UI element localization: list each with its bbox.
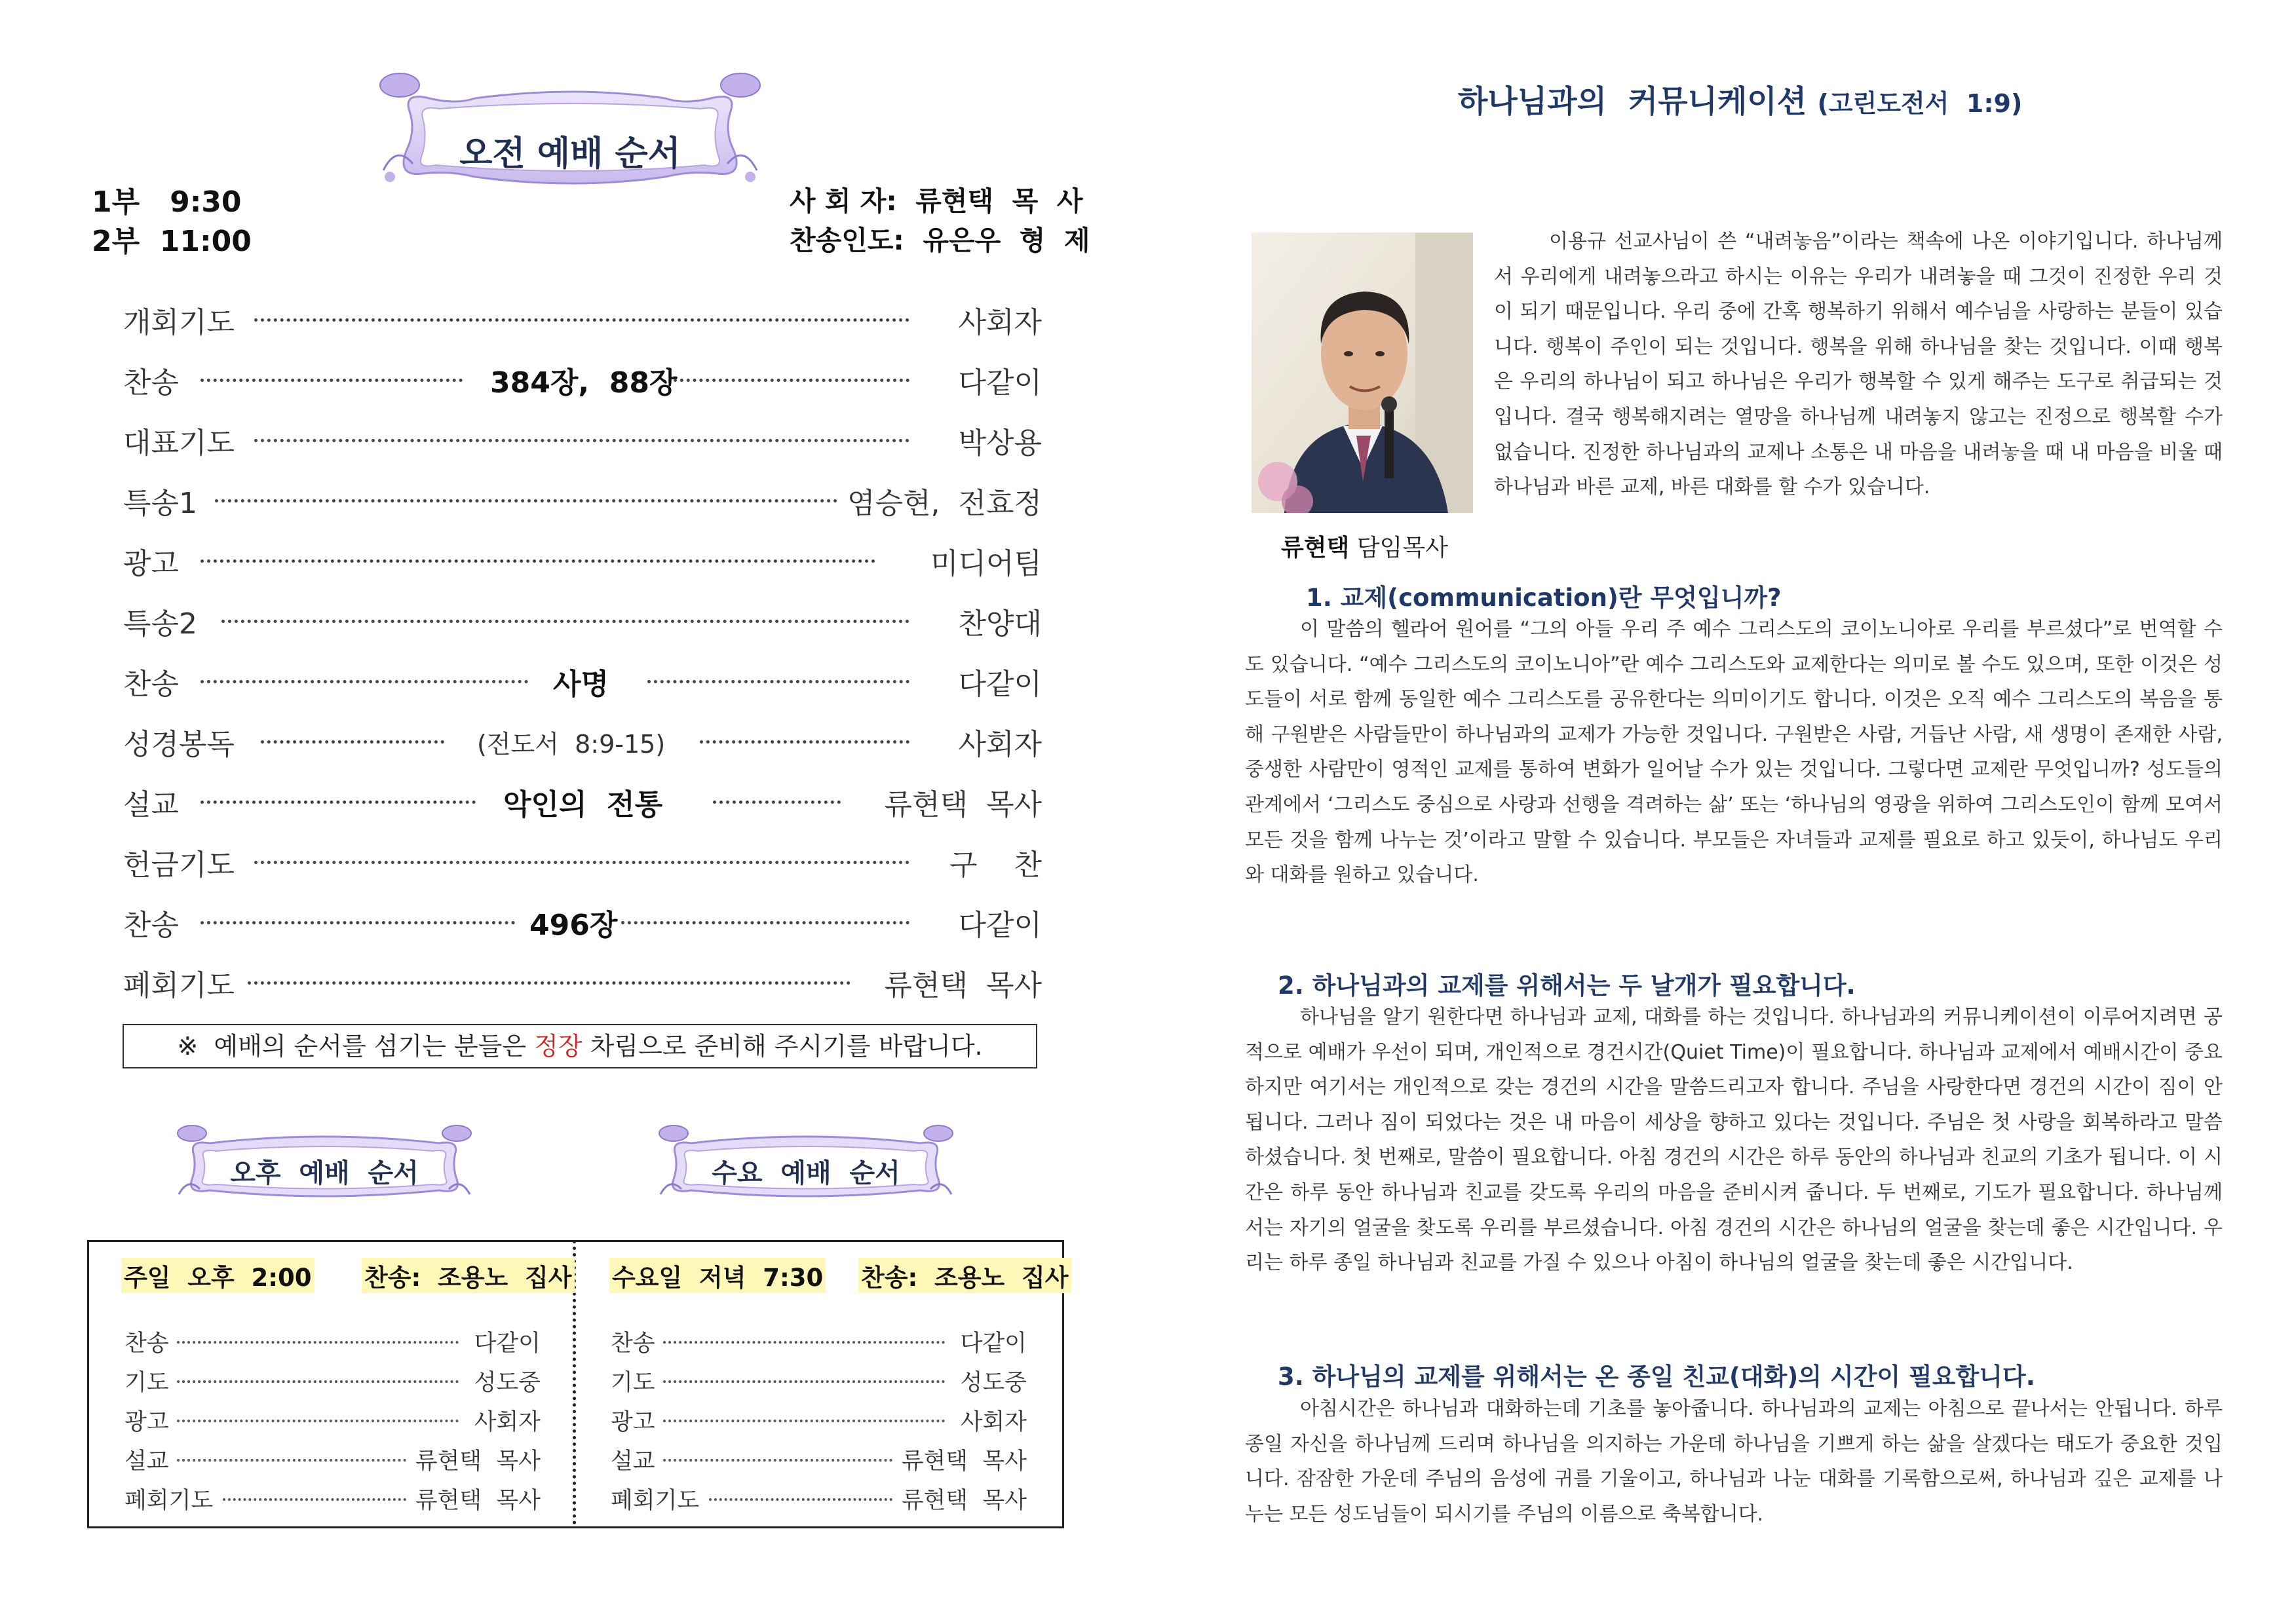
order-item: 대표기도 [123,426,235,460]
second-service-time: 2부 11:00 [92,225,252,258]
afternoon-order-row [124,1325,541,1358]
article-title-text: 하나님과의 커뮤니케이션 [1458,84,1807,120]
pastor-title: 담임목사 [1356,535,1448,561]
wednesday-order-row [611,1365,1027,1397]
order-leader: 찬양대 [958,607,1042,641]
hymn-numbers: 384장, 88장 [490,366,678,400]
intro-paragraph: 이용규 선교사님이 쓴 “내려놓음”이라는 책속에 나온 이야기입니다. 하나님께서 우리에게 내려놓으라고 하시는 이유는 우리가 내려놓을 때 그것이 진정한 우리 것이 되기 때문입니다. 우리 중에 간혹 행복하기 위해서 예수님을 사랑하는 분들이 있습니다. 행복이 주인이 되는 것입니다. 행복을 위해 하나님을 찾는 것입니다. 이때 행복은 우리의 하나님이 되고 하나님은 우리가 행복할 수 있게 해주는 도구로 취급되는 것입니다. 결국 행복해지려는 열망을 하나님께 내려놓지 않고는 진정으로 행복할 수가 없습니다. 진정한 하나님과의 교제나 소통은 내 마음을 내려놓을 때 내 마음을 비울 때 하나님과 바른 교제, 바른 대화를 할 수가 있습니다. [1494,230,2223,499]
order-row [123,962,1042,1008]
order-leader: 사회자 [960,1409,1027,1435]
leader-dots [177,1380,459,1383]
notice-text-end: 차림으로 준비해 주시기를 바랍니다. [582,1032,983,1061]
leader-dots [663,1420,945,1422]
order-row [123,540,1042,586]
order-leader: 성도중 [474,1370,541,1396]
leader-dots [215,499,837,502]
leader-dots [621,921,909,924]
pastor-photo [1252,233,1473,513]
afternoon-leader: 찬송: 조용노 집사 [362,1258,575,1293]
section-3-heading: 3. 하나님의 교제를 위해서는 온 종일 친교(대화)의 시간이 필요합니다. [1278,1363,2035,1391]
order-leader: 다같이 [958,909,1042,942]
order-row [123,781,1042,827]
presider-role: 사 회 자: 류현택 목 사 [790,185,1083,217]
wednesday-title-banner [655,1117,957,1209]
order-item: 찬송 [124,1331,169,1357]
notice-text: ※ 예배의 순서를 섬기는 분들은 [177,1032,535,1061]
wednesday-order-row [611,1443,1027,1476]
order-leader: 염승현, 전효정 [847,487,1042,520]
order-row [123,419,1042,465]
order-row [123,600,1042,646]
order-item: 기도 [611,1370,655,1396]
order-leader: 류현택 목사 [884,969,1042,1002]
order-item: 찬송 [123,909,180,942]
wednesday-leader: 찬송: 조용노 집사 [858,1258,1071,1293]
order-item: 특송1 [123,487,198,520]
leader-dots [221,620,909,623]
notice-highlight: 정장 [534,1032,583,1061]
leader-dots [261,740,444,744]
leader-dots [254,861,909,864]
pastor-caption [1281,529,1448,563]
order-row [123,660,1042,706]
leader-dots [177,1341,459,1344]
afternoon-order-row [124,1404,541,1437]
afternoon-title-banner [174,1117,475,1209]
song-leader-role: 찬송인도: 유은우 형 제 [790,225,1090,256]
dress-code-notice [123,1024,1037,1068]
order-item: 설교 [123,788,180,821]
leader-dots [674,379,909,382]
afternoon-order-row [124,1443,541,1476]
leader-dots [663,1459,892,1462]
leader-dots [647,680,909,683]
order-item: 기도 [124,1370,169,1396]
order-leader: 다같이 [960,1331,1027,1357]
order-leader: 미디어팀 [930,547,1042,580]
leader-dots [201,921,515,924]
order-leader: 사회자 [958,728,1042,761]
leader-dots [254,439,909,442]
order-row [123,359,1042,405]
leader-dots [223,1498,406,1501]
leader-dots [663,1341,945,1344]
order-leader: 사회자 [474,1409,541,1435]
order-leader: 성도중 [960,1370,1027,1396]
wednesday-order-row [611,1325,1027,1358]
morning-title: 오전 예배 순서 [459,134,681,174]
order-item: 헌금기도 [123,848,235,882]
morning-title-banner [377,66,763,206]
order-row [123,841,1042,887]
order-leader: 류현택 목사 [884,788,1042,821]
leader-dots [663,1380,945,1383]
order-item: 찬송 [611,1331,655,1357]
order-row [123,299,1042,345]
order-leader: 류현택 목사 [901,1448,1027,1475]
leader-dots [254,318,909,322]
leader-dots [700,740,909,744]
leader-dots [713,801,841,804]
order-item: 폐회기도 [123,969,235,1002]
order-item: 광고 [611,1409,655,1435]
order-item: 특송2 [123,607,198,641]
leader-dots [248,981,851,985]
order-item: 광고 [123,547,180,580]
order-leader: 다같이 [958,366,1042,400]
leader-dots [709,1498,892,1501]
order-leader: 류현택 목사 [415,1488,541,1514]
order-item: 광고 [124,1409,169,1435]
afternoon-title: 오후 예배 순서 [230,1158,419,1188]
order-leader: 구 찬 [949,848,1042,882]
wednesday-order-row [611,1482,1027,1515]
wednesday-time: 수요일 저녁 7:30 [609,1258,826,1293]
wednesday-order-row [611,1404,1027,1437]
hymn-title: 사명 [553,668,609,701]
sermon-article-title [1458,77,2022,121]
sermon-title: 악인의 전통 [503,788,663,821]
order-item: 설교 [611,1448,655,1475]
scripture-reference: (전도서 8:9-15) [477,730,666,759]
order-row [123,480,1042,525]
section-3-body: 아침시간은 하나님과 대화하는데 기초를 놓아줍니다. 하나님과의 교제는 아침으로 끝나서는 안됩니다. 하루 종일 자신을 하나님께 드리며 하나님을 의지하는 가운데 하나님을 기쁘게 하는 삶을 살겠다는 태도가 중요한 것입니다. 잠잠한 가운데 주님의 음성에 귀를 기울이고, 하나님과 나눈 대화를 기록함으로써, 하나님과 깊은 교제를 나누는 모든 성도님들이 되시기를 주님의 이름으로 축복합니다. [1245,1397,2223,1526]
leader-dots [201,801,476,804]
afternoon-time: 주일 오후 2:00 [121,1258,315,1293]
section-1-heading: 1. 교제(communication)란 무엇입니까? [1306,584,1782,612]
leader-dots [177,1420,459,1422]
order-row [123,721,1042,766]
leader-dots [177,1459,406,1462]
leader-dots [201,379,463,382]
afternoon-order-row [124,1365,541,1397]
pastor-name: 류현택 [1281,535,1350,561]
order-item: 폐회기도 [124,1488,214,1514]
wednesday-title: 수요 예배 순서 [712,1158,900,1188]
hymn-number: 496장 [529,909,618,942]
order-leader: 류현택 목사 [901,1488,1027,1514]
article-title-reference: (고린도전서 1:9) [1817,89,2023,118]
order-item: 성경봉독 [123,728,235,761]
order-item: 개회기도 [123,306,235,339]
leader-dots [201,680,528,683]
order-row [123,901,1042,947]
afternoon-order-row [124,1482,541,1515]
order-item: 찬송 [123,668,180,701]
order-leader: 다같이 [474,1331,541,1357]
order-leader: 다같이 [958,668,1042,701]
order-item: 찬송 [123,366,180,400]
order-leader: 사회자 [958,306,1042,339]
section-2-heading: 2. 하나님과의 교제를 위해서는 두 날개가 필요합니다. [1278,972,1856,1000]
first-service-time: 1부 9:30 [92,185,242,219]
order-leader: 박상용 [958,426,1042,460]
pastor-portrait-icon [1252,233,1473,513]
order-leader: 류현택 목사 [415,1448,541,1475]
section-1-body: 이 말씀의 헬라어 원어를 “그의 아들 우리 주 예수 그리스도의 코이노니아로 우리를 부르셨다”로 번역할 수도 있습니다. “예수 그리스도의 코이노니아”란 예수 그리스도와 교제한다는 의미로 볼 수도 있으며, 또한 이것은 성도들이 서로 함께 동일한 예수 그리스도를 공유한다는 의미이기도 합니다. 이것은 오직 예수 그리스도의 복음을 통해 구원받은 사람들만이 하나님과의 교제가 가능한 것입니다. 구원받은 사람, 거듭난 사람, 새 생명이 존재한 사람, 중생한 사람만이 영적인 교제를 통하여 변화가 일어날 수가 있는 것입니다. 그렇다면 교제란 무엇입니까? 성도들의 관계에서 ‘그리스도 중심으로 사랑과 선행을 격려하는 삶’ 또는 ‘하나님의 영광을 위하여 그리스도인이 함께 모여서 모든 것을 함께 나누는 것’이라고 말할 수 있습니다. 부모들은 자녀들과 교제를 필요로 하고 있듯이, 하나님도 우리와 대화를 원하고 있습니다. [1245,618,2223,887]
order-item: 설교 [124,1448,169,1475]
order-item: 폐회기도 [611,1488,700,1514]
section-2-body: 하나님을 알기 원한다면 하나님과 교제, 대화를 하는 것입니다. 하나님과의 커뮤니케이션이 이루어지려면 공적으로 예배가 우선이 되며, 개인적으로 경건시간(Quiet Time)이 필요합니다. 하나님과 교제에서 예배시간이 중요하지만 여기서는 개인적으로 갖는 경건의 시간을 말씀드리고자 합니다. 주님을 사랑한다면 경건의 시간이 짐이 안 됩니다. 그러나 짐이 되었다는 것은 내 마음이 세상을 향하고 있다는 것입니다. 주님은 첫 사랑을 회복하라고 말씀하셨습니다. 첫 번째로, 말씀이 필요합니다. 아침 경건의 시간은 하루 동안의 하나님과 친교의 기초가 됩니다. 이 시간은 하루 동안 하나님과 친교를 갖도록 우리의 마음을 준비시켜 줍니다. 두 번째로, 기도가 필요합니다. 하나님께서는 자기의 얼굴을 찾도록 우리를 부르셨습니다. 아침 경건의 시간은 하나님의 얼굴을 찾는데 좋은 시간입니다. 우리는 하루 종일 하나님과 친교를 가질 수 있으나 아침이 하나님의 얼굴을 찾는데 좋은 시간입니다. [1245,1006,2223,1275]
leader-dots [201,559,875,563]
